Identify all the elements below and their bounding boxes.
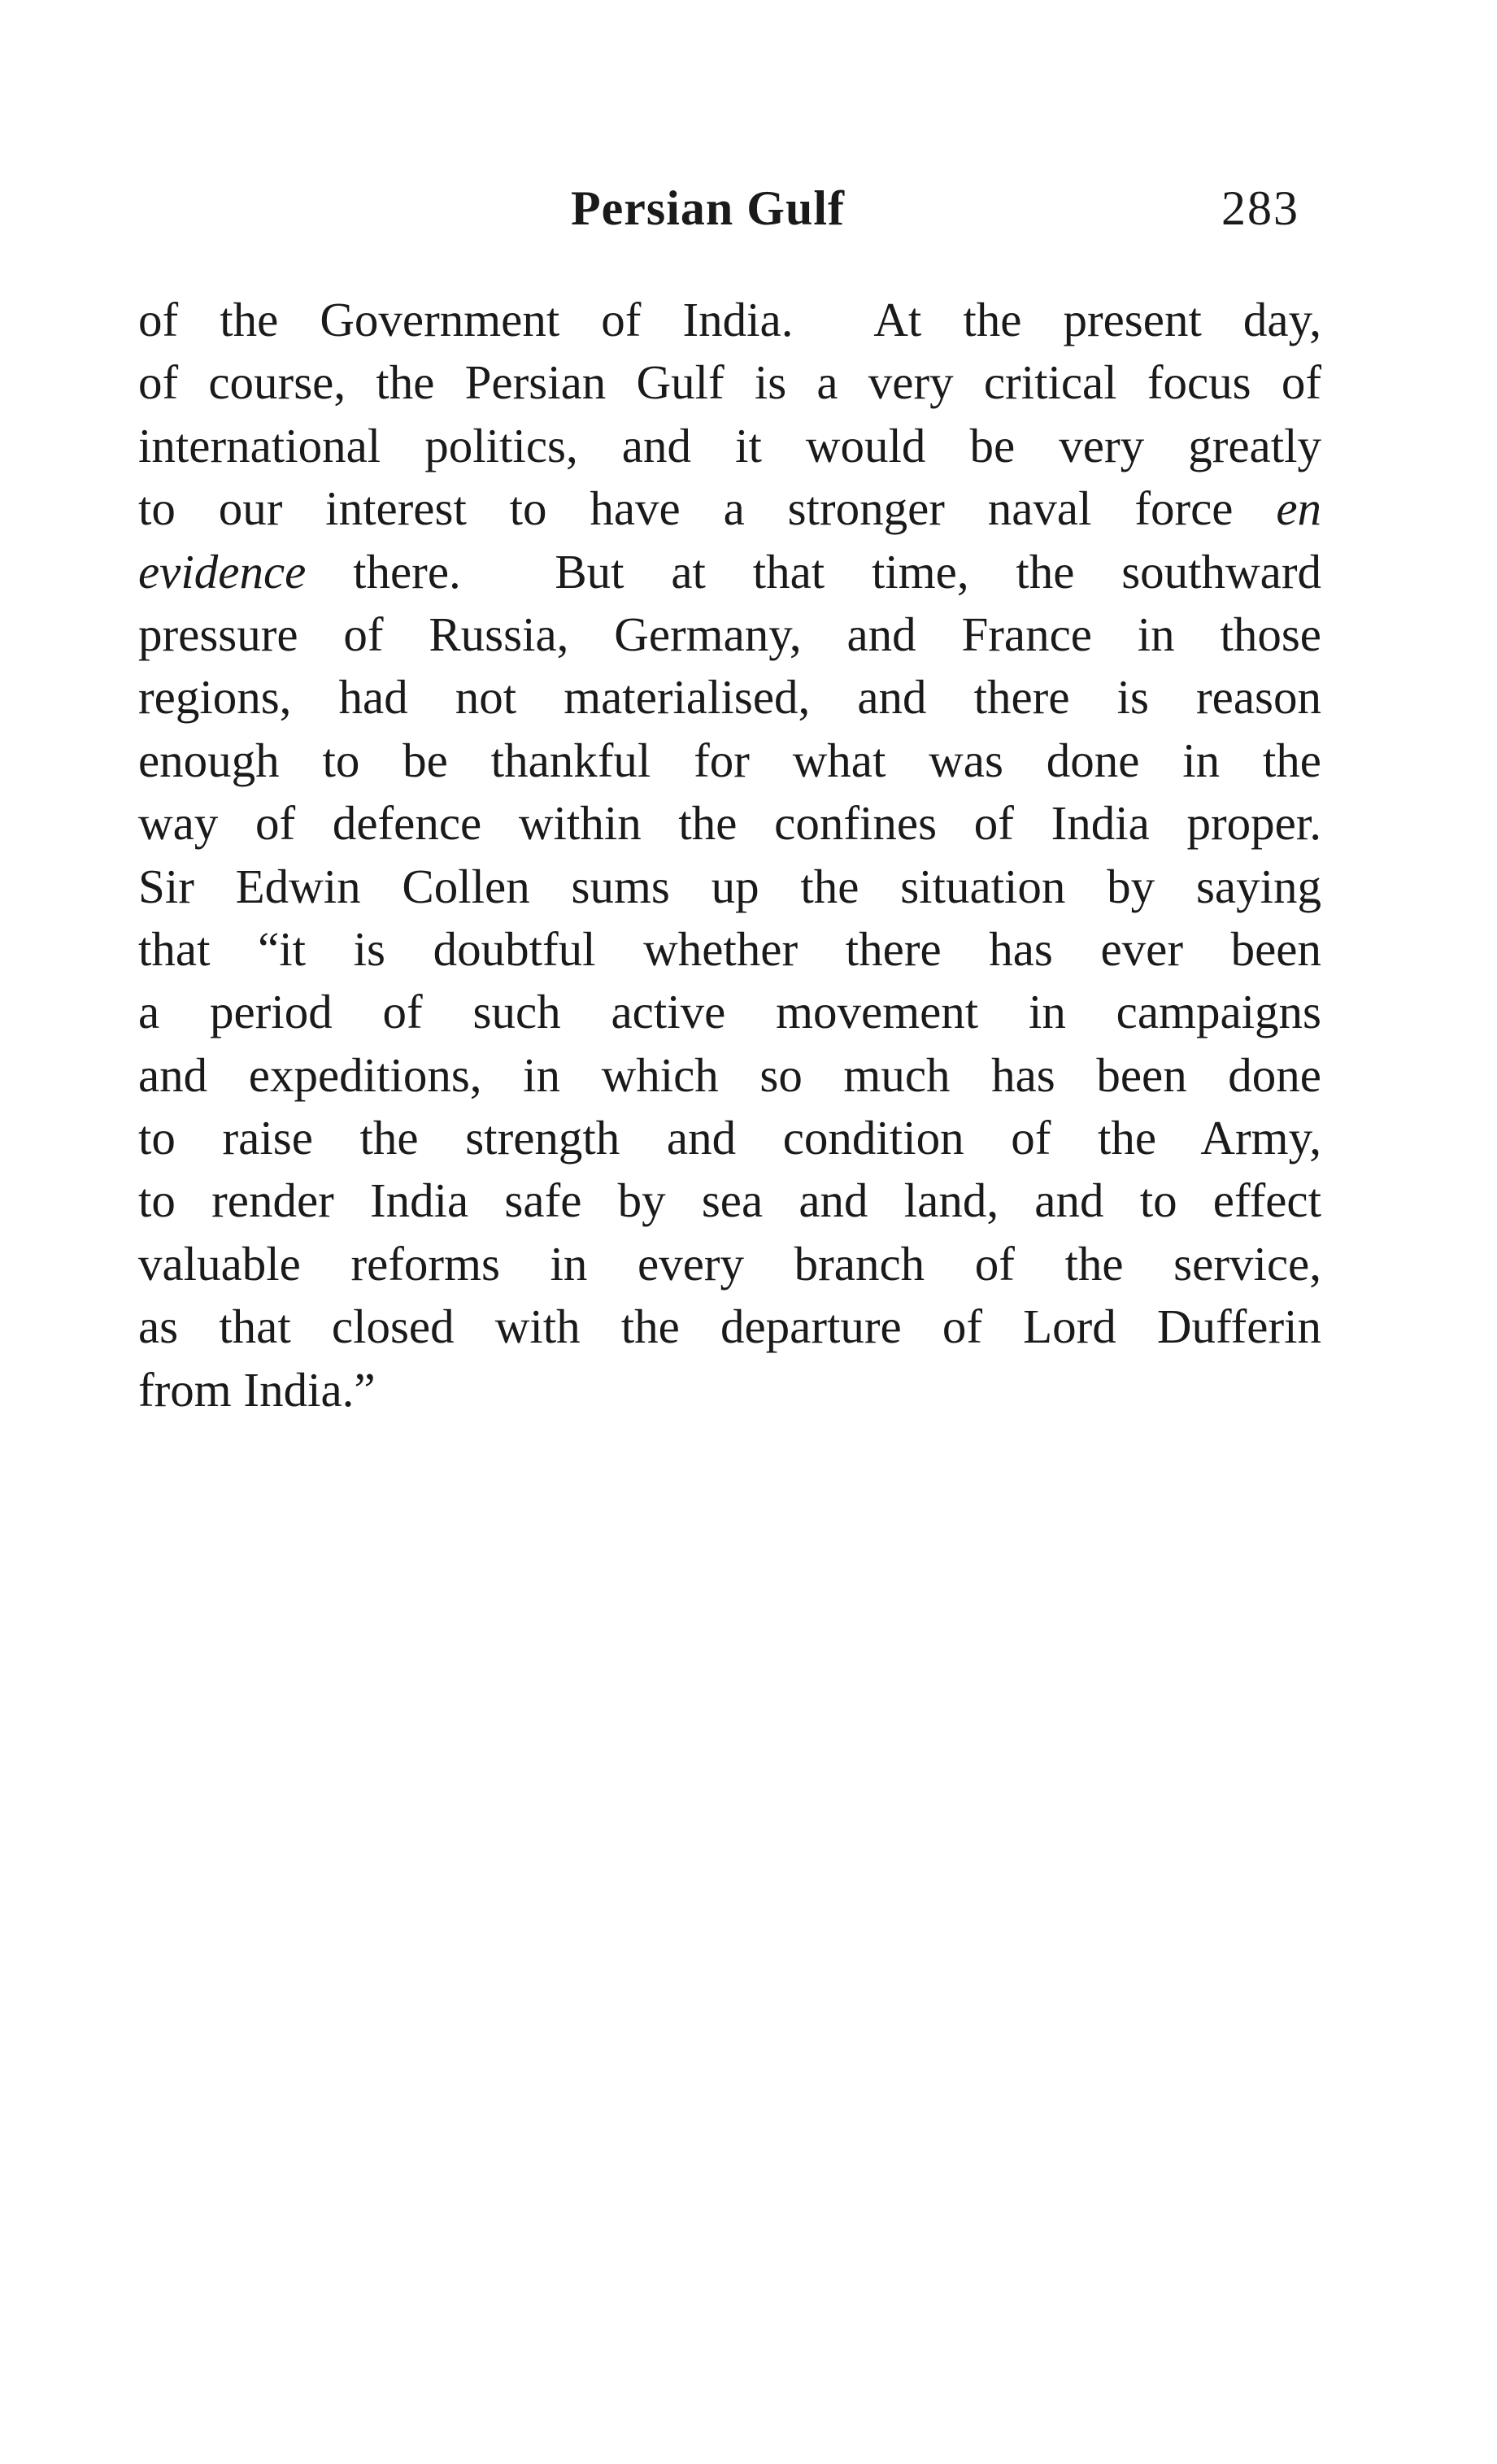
text-line: way of defence within the confines of India proper.: [138, 796, 1321, 851]
page-number: 283: [1221, 181, 1299, 235]
text-line: to raise the strength and condition of the Army,: [138, 1111, 1321, 1165]
text-line: regions, had not materialised, and there is reason: [138, 670, 1321, 725]
text-line: Sir Edwin Collen sums up the situation by saying: [138, 859, 1321, 913]
text-line: of course, the Persian Gulf is a very critical focus of: [138, 355, 1321, 410]
text-line: international politics, and it would be very greatly: [138, 418, 1321, 472]
italic-phrase: en: [1276, 481, 1321, 536]
text-line: from India.”: [138, 1362, 376, 1417]
text-line: as that closed with the departure of Lord Dufferin: [138, 1299, 1321, 1354]
text-line: enough to be thankful for what was done in the: [138, 733, 1321, 787]
text-line: that “it is doubtful whether there has ever been: [138, 921, 1321, 976]
text-line: to our interest to have a stronger naval force en: [138, 481, 1321, 536]
text-line: valuable reforms in every branch of the service,: [138, 1236, 1321, 1291]
text-line: and expeditions, in which so much has been done: [138, 1047, 1321, 1102]
body-paragraph: [138, 289, 1321, 1421]
text-line: to render India safe by sea and land, and to effect: [138, 1173, 1321, 1228]
running-title: Persian Gulf: [571, 181, 845, 235]
italic-phrase: evidence: [138, 544, 307, 599]
text-line: of the Government of India. At the present day,: [138, 293, 1321, 346]
text-line: evidence there. But at that time, the southward: [138, 544, 1321, 599]
text-line: a period of such active movement in campaigns: [138, 985, 1321, 1039]
text-line: pressure of Russia, Germany, and France in those: [138, 607, 1321, 661]
running-head: [0, 181, 1497, 246]
